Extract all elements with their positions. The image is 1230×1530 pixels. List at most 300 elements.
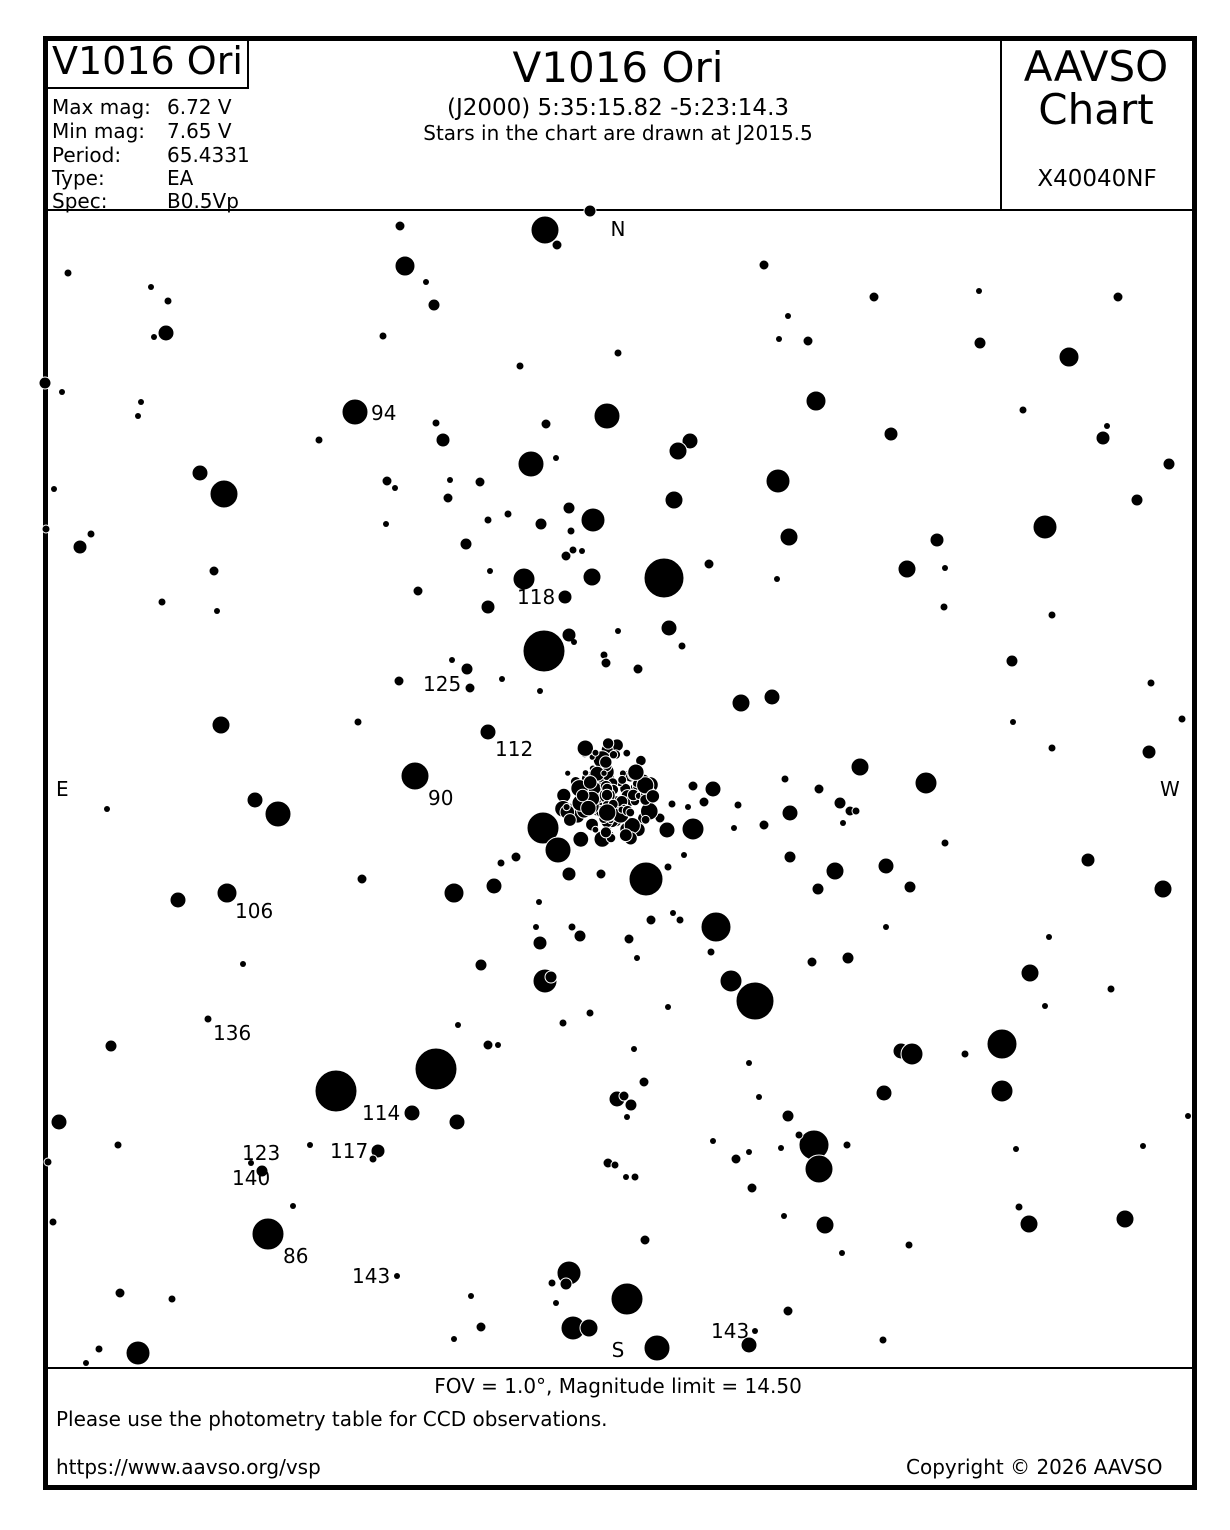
star-85 <box>214 608 220 614</box>
comp-label-136: 136 <box>213 1021 252 1045</box>
star-266 <box>83 1360 89 1366</box>
star-159 <box>170 892 186 908</box>
star-37 <box>884 427 898 441</box>
star-257 <box>580 1319 598 1337</box>
star-235 <box>1140 1143 1146 1149</box>
star-261 <box>783 1306 793 1316</box>
star-0 <box>531 216 559 244</box>
star-107 <box>212 716 230 734</box>
star-265 <box>95 1345 103 1353</box>
star-70 <box>930 533 944 547</box>
star-231 <box>611 1161 619 1169</box>
star-163 <box>568 923 576 931</box>
comparison-labels <box>213 401 749 1343</box>
star-164 <box>574 930 586 942</box>
brand-chart: Chart <box>1038 85 1154 134</box>
cluster-star-143 <box>581 800 596 815</box>
star-99 <box>449 657 455 663</box>
star-113 <box>1142 745 1156 759</box>
star-30 <box>432 419 440 427</box>
star-196 <box>746 1060 752 1066</box>
star-200 <box>987 1029 1017 1059</box>
star-241 <box>1015 1203 1023 1211</box>
star-114 <box>851 758 869 776</box>
star-118 <box>401 762 429 790</box>
star-56 <box>504 510 512 518</box>
comp-label-90: 90 <box>428 786 454 810</box>
star-11 <box>151 334 157 340</box>
vsp-link[interactable]: https://www.aavso.org/vsp <box>56 1455 321 1479</box>
star-49 <box>392 485 398 491</box>
star-124 <box>682 818 704 840</box>
star-239 <box>781 1213 787 1219</box>
star-207 <box>756 1094 762 1100</box>
star-237 <box>290 1203 296 1209</box>
star-64 <box>561 551 571 561</box>
star-121 <box>104 806 110 812</box>
star-242 <box>1020 1215 1038 1233</box>
type-label: Type: <box>52 166 105 190</box>
star-264 <box>168 1295 176 1303</box>
star-220 <box>710 1138 716 1144</box>
star-169 <box>701 912 731 942</box>
star-69 <box>1131 494 1143 506</box>
star-68 <box>1033 515 1057 539</box>
cluster-star-73 <box>564 814 577 827</box>
star-179 <box>1107 985 1115 993</box>
star-245 <box>839 1250 845 1256</box>
star-101 <box>465 683 475 693</box>
cluster-star-98 <box>602 738 613 749</box>
type-value: EA <box>167 166 194 190</box>
star-17 <box>776 336 782 342</box>
star-170 <box>707 948 715 956</box>
star-221 <box>731 1154 741 1164</box>
star-105 <box>732 694 750 712</box>
star-149 <box>357 874 367 884</box>
cluster-star-132 <box>609 751 617 759</box>
star-16 <box>785 313 791 319</box>
star-20 <box>976 288 982 294</box>
chart-title: V1016 Ori <box>512 43 724 92</box>
star-189 <box>455 1022 461 1028</box>
brand-aavso: AAVSO <box>1023 42 1169 91</box>
star-22 <box>1113 292 1123 302</box>
star-127 <box>782 805 798 821</box>
star-5 <box>423 279 429 285</box>
star-4 <box>395 256 415 276</box>
cluster-star-137 <box>576 789 589 802</box>
star-57 <box>484 516 492 524</box>
star-206 <box>624 1114 630 1120</box>
star-42 <box>192 465 208 481</box>
star-83 <box>209 566 219 576</box>
star-234 <box>1013 1146 1019 1152</box>
star-33 <box>594 403 620 429</box>
ccd-note: Please use the photometry table for CCD observations. <box>56 1407 608 1431</box>
star-185 <box>586 1009 594 1017</box>
star-195 <box>315 1070 357 1112</box>
comp-label-123: 123 <box>242 1141 281 1165</box>
star-77 <box>644 558 684 598</box>
star-151 <box>486 878 502 894</box>
fov-line: FOV = 1.0°, Magnitude limit = 14.50 <box>434 1374 802 1398</box>
star-9 <box>164 297 172 305</box>
star-104 <box>537 688 543 694</box>
star-106 <box>764 689 780 705</box>
star-253 <box>468 1293 474 1299</box>
star-74 <box>487 568 493 574</box>
star-26 <box>138 399 144 405</box>
star-161 <box>533 924 539 930</box>
star-175 <box>842 952 854 964</box>
star-14 <box>614 349 622 357</box>
star-183 <box>736 982 774 1020</box>
star-172 <box>475 959 487 971</box>
star-94 <box>661 620 677 636</box>
star-143 <box>1154 880 1172 898</box>
star-95 <box>678 642 686 650</box>
star-199 <box>961 1050 969 1058</box>
comp-label-140: 140 <box>232 1166 271 1190</box>
star-244 <box>905 1241 913 1249</box>
star-205 <box>625 1099 637 1111</box>
cluster-star-130 <box>563 804 570 811</box>
star-19 <box>869 292 879 302</box>
star-249 <box>560 1278 572 1290</box>
star-153 <box>511 852 521 862</box>
star-112 <box>1178 715 1186 723</box>
star-191 <box>483 1040 493 1050</box>
star-128 <box>759 820 769 830</box>
star-160 <box>536 899 542 905</box>
min-mag-label: Min mag: <box>52 119 146 143</box>
cluster-star-129 <box>600 827 611 838</box>
star-217 <box>843 1141 851 1149</box>
star-137 <box>834 797 846 809</box>
star-157 <box>681 852 687 858</box>
star-233 <box>631 1173 639 1181</box>
star-167 <box>670 910 676 916</box>
star-218 <box>778 1145 784 1151</box>
cluster-star-14 <box>641 815 650 824</box>
star-97 <box>601 658 611 668</box>
star-93 <box>615 628 621 634</box>
star-48 <box>382 476 392 486</box>
star-60 <box>581 508 605 532</box>
star-213 <box>782 1110 794 1122</box>
period-label: Period: <box>52 143 122 167</box>
star-141 <box>941 839 949 847</box>
star-146 <box>878 858 894 874</box>
star-252 <box>611 1283 643 1315</box>
star-135 <box>668 800 676 808</box>
star-89 <box>1147 679 1155 687</box>
spec-value: B0.5Vp <box>167 189 239 213</box>
star-92 <box>571 639 577 645</box>
star-82 <box>558 590 572 604</box>
star-58 <box>535 518 547 530</box>
max-mag-label: Max mag: <box>52 95 151 119</box>
star-267 <box>126 1341 150 1365</box>
star-110 <box>1010 719 1016 725</box>
star-73 <box>460 538 472 550</box>
comp-label-118: 118 <box>517 585 556 609</box>
star-198 <box>901 1043 923 1065</box>
star-66 <box>766 469 790 493</box>
star-215 <box>805 1155 833 1183</box>
star-194 <box>415 1048 457 1090</box>
star-129 <box>731 825 737 831</box>
star-174 <box>807 957 817 967</box>
star-8 <box>148 284 154 290</box>
star-212 <box>1185 1113 1191 1119</box>
cluster-star-39 <box>623 749 631 757</box>
star-154 <box>562 867 576 881</box>
cluster-star-148 <box>646 790 659 803</box>
star-125 <box>659 822 675 838</box>
star-36 <box>669 442 687 460</box>
star-28 <box>342 399 368 425</box>
south-label: S <box>611 1338 625 1362</box>
star-209 <box>404 1105 420 1121</box>
star-171 <box>240 961 246 967</box>
star-193 <box>631 1046 637 1052</box>
star-152 <box>497 859 505 867</box>
star-133 <box>688 781 698 791</box>
star-24 <box>39 377 51 389</box>
star-90 <box>523 630 565 672</box>
cluster-star-145 <box>583 776 597 790</box>
star-120 <box>265 801 291 827</box>
star-223 <box>114 1141 122 1149</box>
cluster-star-144 <box>619 829 632 842</box>
star-67 <box>780 528 798 546</box>
star-109 <box>480 724 496 740</box>
star-202 <box>639 1077 649 1087</box>
star-15 <box>759 260 769 270</box>
star-130 <box>734 801 742 809</box>
coordinates: (J2000) 5:35:15.82 -5:23:14.3 <box>446 95 790 121</box>
comp-label-106: 106 <box>235 899 274 923</box>
spec-label: Spec: <box>52 189 108 213</box>
star-225 <box>307 1142 313 1148</box>
star-119 <box>247 792 263 808</box>
star-6 <box>428 299 440 311</box>
star-162 <box>533 936 547 950</box>
star-65 <box>665 491 683 509</box>
star-84 <box>158 598 166 606</box>
comp-label-94: 94 <box>371 401 397 425</box>
star-227 <box>369 1155 377 1163</box>
star-51 <box>447 477 453 483</box>
star-134 <box>685 804 691 810</box>
star-219 <box>746 1149 752 1155</box>
star-155 <box>596 869 606 879</box>
star-176 <box>883 924 889 930</box>
star-61 <box>567 527 575 535</box>
comp-label-143-right: 143 <box>711 1319 750 1343</box>
star-59 <box>563 502 575 514</box>
star-250 <box>548 1279 556 1287</box>
star-210 <box>449 1114 465 1130</box>
star-116 <box>781 775 789 783</box>
star-21 <box>974 337 986 349</box>
star-158 <box>217 883 237 903</box>
star-187 <box>1042 1003 1048 1009</box>
star-27 <box>135 413 141 419</box>
star-178 <box>1021 964 1039 982</box>
star-3 <box>395 221 405 231</box>
star-98 <box>633 664 643 674</box>
star-132 <box>699 797 709 807</box>
star-13 <box>516 362 524 370</box>
star-243 <box>1116 1210 1134 1228</box>
star-29 <box>315 436 323 444</box>
star-224 <box>44 1158 52 1166</box>
period-value: 65.4331 <box>167 143 250 167</box>
star-76 <box>583 568 601 586</box>
star-222 <box>747 1183 757 1193</box>
min-mag-value: 7.65 V <box>167 119 232 143</box>
star-201 <box>991 1080 1013 1102</box>
epoch-note: Stars in the chart are drawn at J2015.5 <box>423 121 813 145</box>
star-131 <box>705 781 721 797</box>
star-52 <box>443 493 453 503</box>
star-80 <box>413 586 423 596</box>
north-label: N <box>610 217 626 241</box>
cluster-star-114 <box>565 770 571 776</box>
star-142 <box>1081 853 1095 867</box>
star-45 <box>87 530 95 538</box>
cluster-star-142 <box>628 764 644 780</box>
cluster-star-136 <box>601 770 607 776</box>
star-139 <box>852 807 860 815</box>
star-46 <box>73 540 87 554</box>
star-126 <box>629 862 663 896</box>
star-32 <box>541 419 551 429</box>
star-1 <box>552 240 562 250</box>
star-182 <box>720 970 742 992</box>
cluster-star-100 <box>618 775 627 784</box>
cluster-star-135 <box>601 789 612 800</box>
star-150 <box>444 883 464 903</box>
cluster-star-147 <box>626 808 635 817</box>
star-103 <box>499 676 505 682</box>
star-165 <box>624 934 634 944</box>
star-262 <box>879 1336 887 1344</box>
copyright: Copyright © 2026 AAVSO <box>906 1455 1163 1479</box>
star-145 <box>826 862 844 880</box>
star-247 <box>394 1273 400 1279</box>
star-251 <box>553 1300 559 1306</box>
star-236 <box>49 1218 57 1226</box>
max-mag-value: 6.72 V <box>167 95 232 119</box>
star-188 <box>204 1015 212 1023</box>
star-31 <box>436 433 450 447</box>
star-54 <box>518 451 544 477</box>
star-186 <box>559 1019 567 1027</box>
star-41 <box>1163 458 1175 470</box>
star-246 <box>640 1235 650 1245</box>
star-148 <box>904 881 916 893</box>
star-147 <box>812 883 824 895</box>
cluster-star-102 <box>573 831 589 847</box>
star-25 <box>59 389 65 395</box>
star-115 <box>915 772 937 794</box>
star-72 <box>942 565 948 571</box>
comp-label-86: 86 <box>283 1244 309 1268</box>
comp-label-117: 117 <box>330 1139 369 1163</box>
cluster-star-115 <box>592 826 599 833</box>
star-78 <box>704 559 714 569</box>
star-88 <box>1006 655 1018 667</box>
star-40 <box>1104 423 1110 429</box>
star-63 <box>579 548 585 554</box>
star-23 <box>1059 347 1079 367</box>
star-34 <box>806 391 826 411</box>
star-71 <box>898 560 916 578</box>
star-53 <box>475 477 485 487</box>
cluster-star-139 <box>592 749 599 756</box>
east-label: E <box>56 777 69 801</box>
chart-id: X40040NF <box>1037 166 1157 192</box>
star-7 <box>64 269 72 277</box>
star-10 <box>158 325 174 341</box>
star-111 <box>1048 744 1056 752</box>
star-50 <box>383 521 389 527</box>
star-2 <box>584 205 596 217</box>
star-39 <box>1096 431 1110 445</box>
star-181 <box>545 971 557 983</box>
star-258 <box>644 1335 670 1361</box>
star-18 <box>803 336 813 346</box>
star-184 <box>665 1004 671 1010</box>
west-label: W <box>1160 777 1180 801</box>
star-216 <box>795 1131 803 1139</box>
comp-label-112: 112 <box>495 737 534 761</box>
stars-layer <box>39 205 1191 1366</box>
star-81 <box>481 600 495 614</box>
star-211 <box>51 1114 67 1130</box>
star-166 <box>646 915 656 925</box>
star-86 <box>940 603 948 611</box>
star-240 <box>816 1216 834 1234</box>
comp-label-114: 114 <box>362 1101 401 1125</box>
star-44 <box>51 486 57 492</box>
star-102 <box>394 676 404 686</box>
star-168 <box>676 916 684 924</box>
star-100 <box>461 663 473 675</box>
star-12 <box>379 332 387 340</box>
star-156 <box>664 863 672 871</box>
star-79 <box>774 576 780 582</box>
star-144 <box>784 851 796 863</box>
star-123 <box>545 837 571 863</box>
star-208 <box>876 1085 892 1101</box>
star-38 <box>1019 406 1027 414</box>
star-254 <box>476 1322 486 1332</box>
star-47 <box>42 525 50 533</box>
comp-label-143-left: 143 <box>352 1264 391 1288</box>
star-255 <box>451 1336 457 1342</box>
star-140 <box>840 820 846 826</box>
star-192 <box>495 1042 501 1048</box>
star-238 <box>252 1218 284 1250</box>
star-43 <box>210 480 238 508</box>
corner-star-name: V1016 Ori <box>52 39 243 83</box>
star-232 <box>623 1174 629 1180</box>
